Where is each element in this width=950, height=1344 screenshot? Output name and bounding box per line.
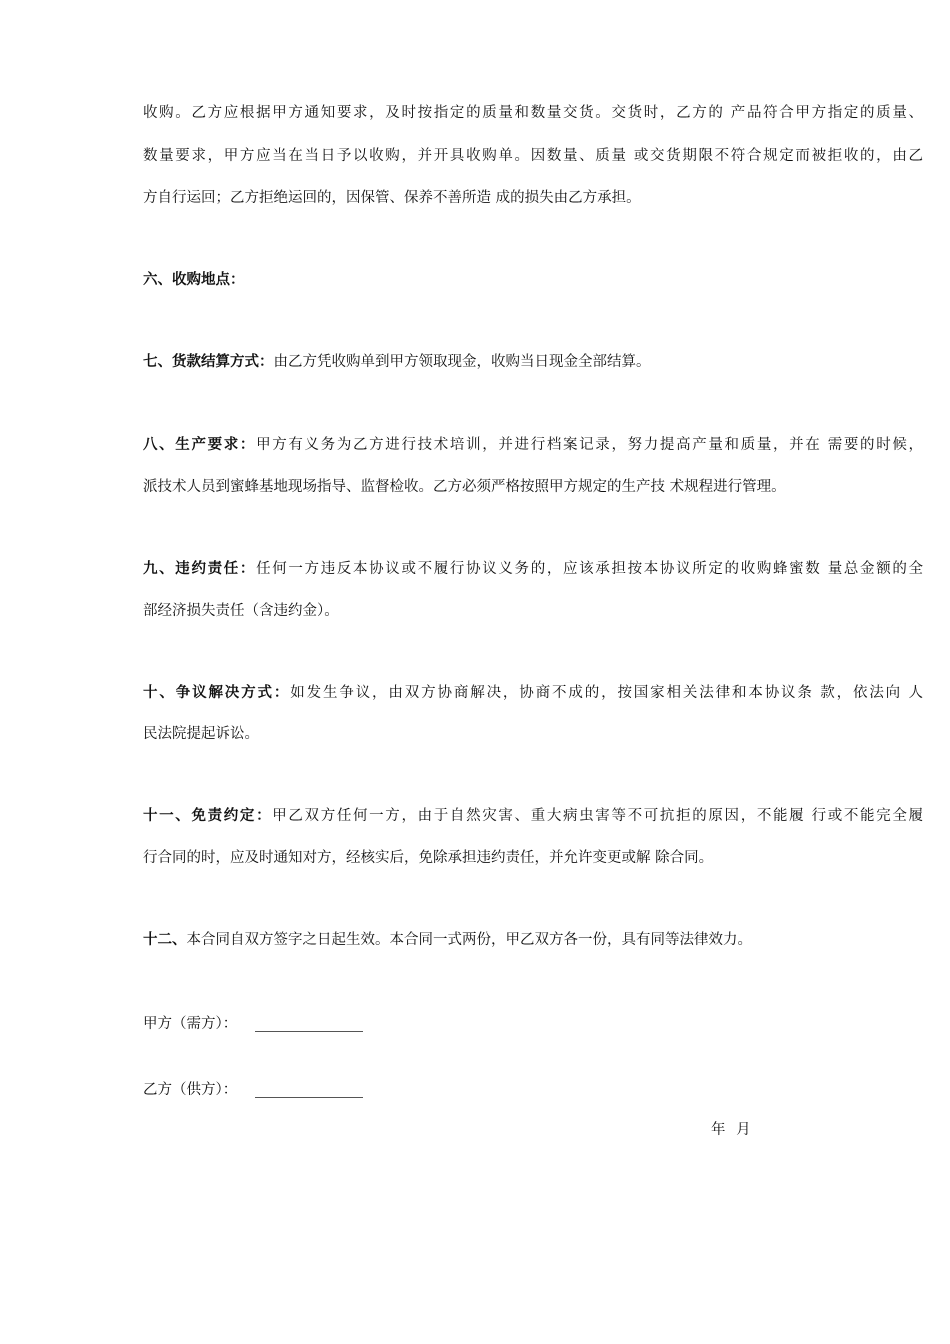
clause-11-text-1: 甲乙双方任何一方，由于自然灾害、重大病虫害等不可抗拒的原因，不能履 行或不能完全履 — [272, 808, 923, 824]
clause-10-line-2: 民法院提起诉讼。 — [143, 726, 259, 742]
clause-6 — [143, 270, 923, 290]
party-b-label: 乙方（供方）： — [143, 1082, 238, 1098]
clause-9-text-1: 任何一方违反本协议或不履行协议义务的，应该承担按本协议所定的收购蜂蜜数 量总金额的全 — [256, 561, 923, 577]
clause-10-line-1 — [143, 683, 923, 703]
clause-7-text: 由乙方凭收购单到甲方领取现金，收购当日现金全部结算。 — [273, 354, 651, 370]
clause-8-line-1 — [143, 435, 923, 455]
clause-5-line-2: 数量要求，甲方应当在当日予以收购，并开具收购单。因数量、质量 或交货期限不符合规定而被拒收的，由乙 — [143, 148, 923, 164]
clause-8-text-1: 甲方有义务为乙方进行技术培训，并进行档案记录，努力提高产量和质量，并在 需要的时候， — [256, 437, 923, 453]
clause-11-heading: 十一、免责约定： — [143, 807, 273, 824]
clause-7-heading: 七、货款结算方式： — [143, 353, 274, 370]
clause-8-line-2: 派技术人员到蜜蜂基地现场指导、监督检收。乙方必须严格按照甲方规定的生产技 术规程进行管理。 — [143, 479, 786, 495]
clause-10-text-1: 如发生争议，由双方协商解决，协商不成的，按国家相关法律和本协议条 款，依法向 人 — [290, 685, 924, 701]
clause-8-heading: 八、生产要求： — [143, 436, 257, 453]
date-label: 年 月 — [711, 1122, 751, 1138]
clause-12-heading: 十二、 — [143, 931, 187, 948]
clause-7 — [143, 352, 923, 372]
clause-9-line-2: 部经济损失责任（含违约金）。 — [143, 603, 339, 619]
clause-9-line-1 — [143, 559, 923, 579]
party-a-label: 甲方（需方）： — [143, 1016, 238, 1032]
clause-11-line-2: 行合同的时，应及时通知对方，经核实后，免除承担违约责任，并允许变更或解 除合同。 — [143, 850, 714, 866]
party-a-signature-line — [255, 1031, 363, 1032]
clause-5-line-3: 方自行运回；乙方拒绝运回的，因保管、保养不善所造 成的损失由乙方承担。 — [143, 190, 641, 206]
clause-12 — [143, 930, 923, 950]
party-b-signature-line — [255, 1097, 363, 1098]
clause-12-text: 本合同自双方签字之日起生效。本合同一式两份，甲乙双方各一份，具有同等法律效力。 — [186, 932, 752, 948]
clause-6-heading: 六、收购地点： — [143, 271, 245, 288]
clause-5-line-1: 收购。乙方应根据甲方通知要求，及时按指定的质量和数量交货。交货时，乙方的 产品符合甲方指定的质量、 — [143, 105, 923, 121]
clause-9-heading: 九、违约责任： — [143, 560, 257, 577]
clause-10-heading: 十、争议解决方式： — [143, 684, 291, 701]
clause-11-line-1 — [143, 806, 923, 826]
